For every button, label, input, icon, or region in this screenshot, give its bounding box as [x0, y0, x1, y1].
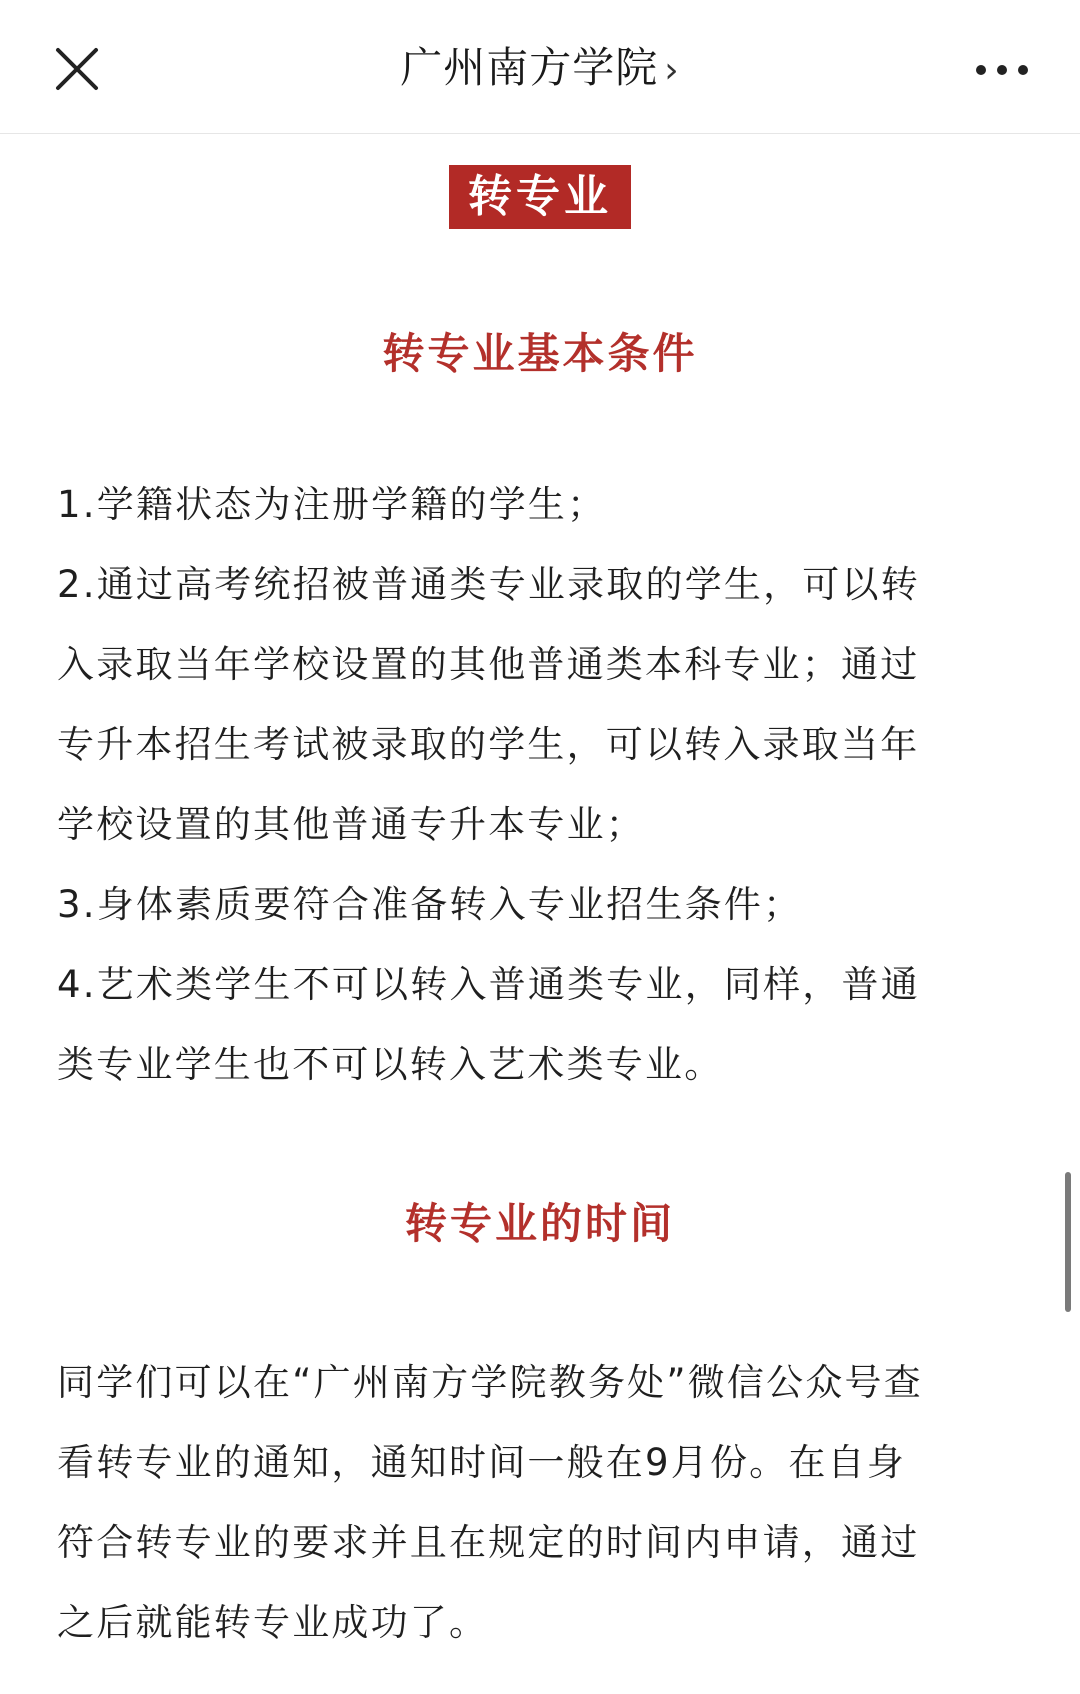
top-navbar: [0, 0, 1080, 134]
body-line: 专升本招生考试被录取的学生，可以转入录取当年: [57, 723, 920, 766]
body-line: 同学们可以在“广州南方学院教务处”微信公众号查: [57, 1361, 923, 1404]
article-banner: 转专业: [449, 165, 631, 229]
scrollbar[interactable]: [1065, 1172, 1071, 1312]
body-line: 4.艺术类学生不可以转入普通类专业，同样，普通: [57, 963, 920, 1006]
section-heading-conditions: 转专业基本条件: [382, 329, 698, 378]
more-icon: [976, 65, 986, 75]
account-title-link[interactable]: [0, 40, 1080, 99]
body-line: 看转专业的通知，通知时间一般在9月份。在自身: [57, 1441, 906, 1484]
body-line: 1.学籍状态为注册学籍的学生；: [57, 483, 607, 526]
body-line: 之后就能转专业成功了。: [57, 1601, 489, 1644]
body-line: 类专业学生也不可以转入艺术类专业。: [57, 1043, 724, 1086]
body-line: 3.身体素质要符合准备转入专业招生条件；: [57, 883, 803, 926]
body-line: 2.通过高考统招被普通类专业录取的学生，可以转: [57, 563, 920, 606]
more-button[interactable]: [976, 60, 1028, 80]
chevron-right-icon: ›: [664, 50, 680, 91]
account-name: 广州南方学院: [400, 43, 659, 92]
section-heading-time: 转专业的时间: [404, 1199, 675, 1248]
body-line: 符合转专业的要求并且在规定的时间内申请，通过: [57, 1521, 920, 1564]
body-line: 学校设置的其他普通专升本专业；: [57, 803, 645, 846]
body-line: 入录取当年学校设置的其他普通类本科专业；通过: [57, 643, 920, 686]
